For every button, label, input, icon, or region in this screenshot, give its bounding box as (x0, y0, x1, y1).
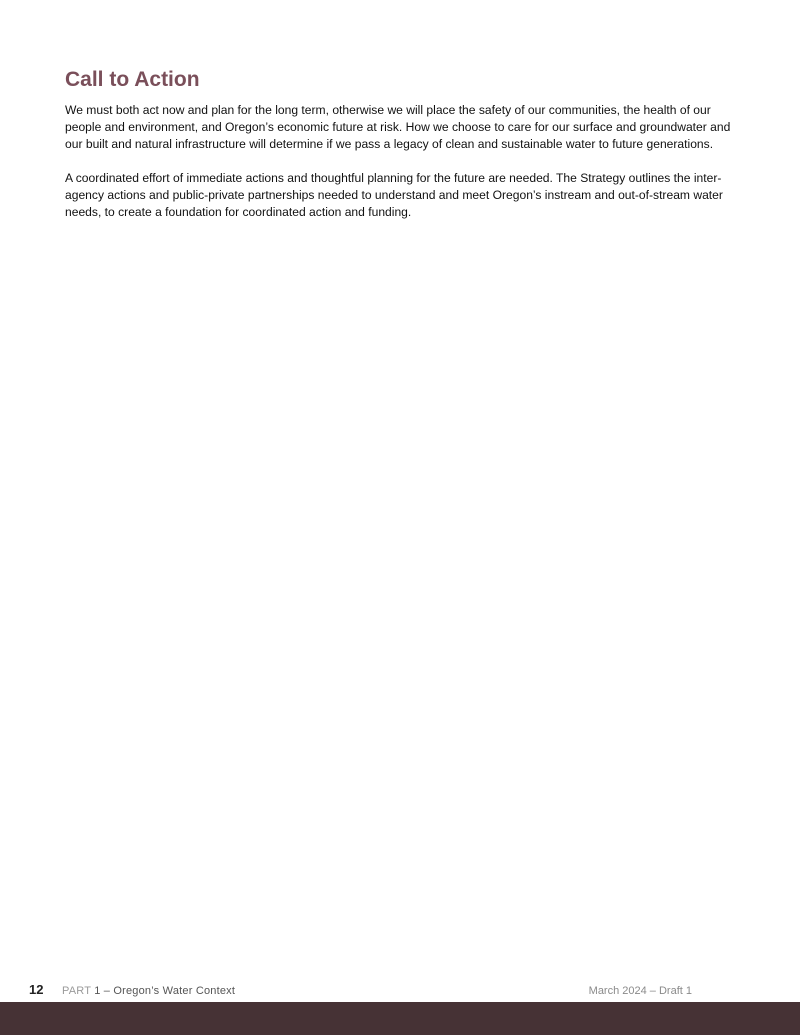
page-footer (0, 982, 800, 1000)
paragraph: We must both act now and plan for the long term, otherwise we will place the safety of our communities, the health of our people and environment, and Oregon’s economic future at risk. How we choose to care for our surface and groundwater and our built and natural infrastructure will determine if we pass a legacy of clean and sustainable water to future generations. (65, 103, 731, 151)
page-number: 12 (29, 982, 44, 997)
part-label (62, 983, 235, 999)
part-prefix: PART (62, 985, 91, 997)
part-title: 1 – Oregon’s Water Context (94, 985, 236, 997)
main-content (65, 66, 737, 238)
footer-bar (0, 1002, 800, 1035)
footer-date: March 2024 – Draft 1 (588, 985, 692, 997)
section-heading: Call to Action (65, 68, 200, 91)
paragraph: A coordinated effort of immediate actions and thoughtful planning for the future are needed. The Strategy outlines the inter-agency actions and public-private partnerships needed to understand and meet Oregon’s instream and out-of-stream water needs, to create a foundation for coordinated action and funding. (65, 171, 723, 219)
